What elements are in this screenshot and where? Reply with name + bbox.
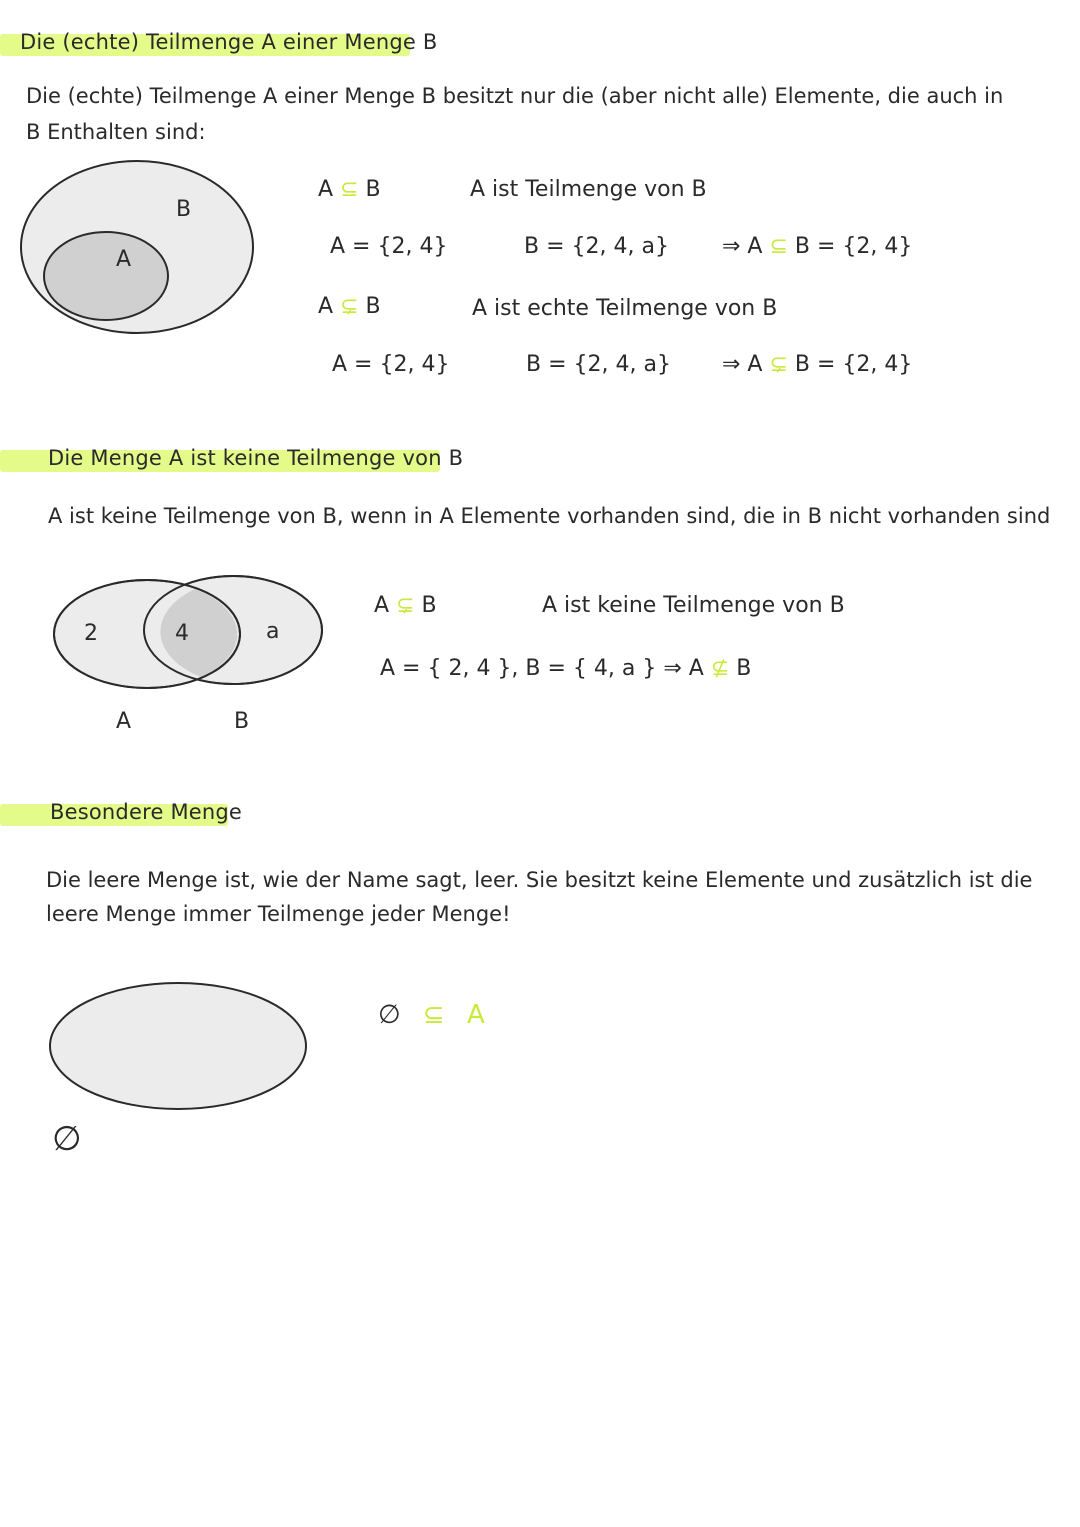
subset-row2-result: ⇒ A ⊊ B = {2, 4} (722, 352, 913, 377)
non-subset-example: A = { 2, 4 }, B = { 4, a } ⇒ A ⊈ B (380, 656, 752, 681)
set-a-ellipse (44, 232, 168, 320)
section3-heading: Besondere Menge (50, 800, 243, 824)
subset-venn-diagram (20, 160, 260, 340)
empty-set-formula: ∅ ⊆ A (378, 1000, 485, 1030)
subset-row2-set-a: A = {2, 4} (332, 352, 450, 377)
element-a: a (266, 619, 280, 644)
set-a-label: A (116, 709, 132, 734)
empty-set-label: ∅ (52, 1119, 82, 1159)
subset-row2-desc: A ist echte Teilmenge von B (472, 296, 778, 321)
subset-row1-result: ⇒ A ⊆ B = {2, 4} (722, 234, 913, 259)
subset-row1-desc: A ist Teilmenge von B (470, 177, 707, 202)
subset-row1-notation: A ⊆ B (318, 177, 381, 202)
set-b-label: B (234, 709, 250, 734)
non-subset-notation: A ⊊ B (374, 593, 437, 618)
element-2: 2 (84, 621, 98, 646)
non-subset-venn-diagram (52, 574, 327, 734)
subset-row1-set-a: A = {2, 4} (330, 234, 448, 259)
set-a-label: A (116, 247, 132, 272)
subset-row2-notation: A ⊊ B (318, 294, 381, 319)
section2-heading: Die Menge A ist keine Teilmenge von B (48, 446, 464, 470)
section3-text-line1: Die leere Menge ist, wie der Name sagt, leer. Sie besitzt keine Elemente und zusätzlich ist die (46, 868, 1033, 892)
subset-row1-set-b: B = {2, 4, a} (524, 234, 669, 259)
set-b-label: B (176, 197, 192, 222)
subset-row2-set-b: B = {2, 4, a} (526, 352, 671, 377)
section1-text-line2: B Enthalten sind: (26, 120, 206, 144)
section1-text-line1: Die (echte) Teilmenge A einer Menge B besitzt nur die (aber nicht alle) Elemente, die auch in (26, 84, 1004, 108)
empty-set-diagram (48, 980, 312, 1159)
empty-set-ellipse (50, 983, 306, 1109)
non-subset-desc: A ist keine Teilmenge von B (542, 593, 845, 618)
section1-heading: Die (echte) Teilmenge A einer Menge B (20, 30, 438, 54)
section2-text: A ist keine Teilmenge von B, wenn in A Elemente vorhanden sind, die in B nicht vorhanden sind (48, 504, 1051, 528)
element-4: 4 (175, 621, 189, 646)
section3-text-line2: leere Menge immer Teilmenge jeder Menge! (46, 902, 511, 926)
